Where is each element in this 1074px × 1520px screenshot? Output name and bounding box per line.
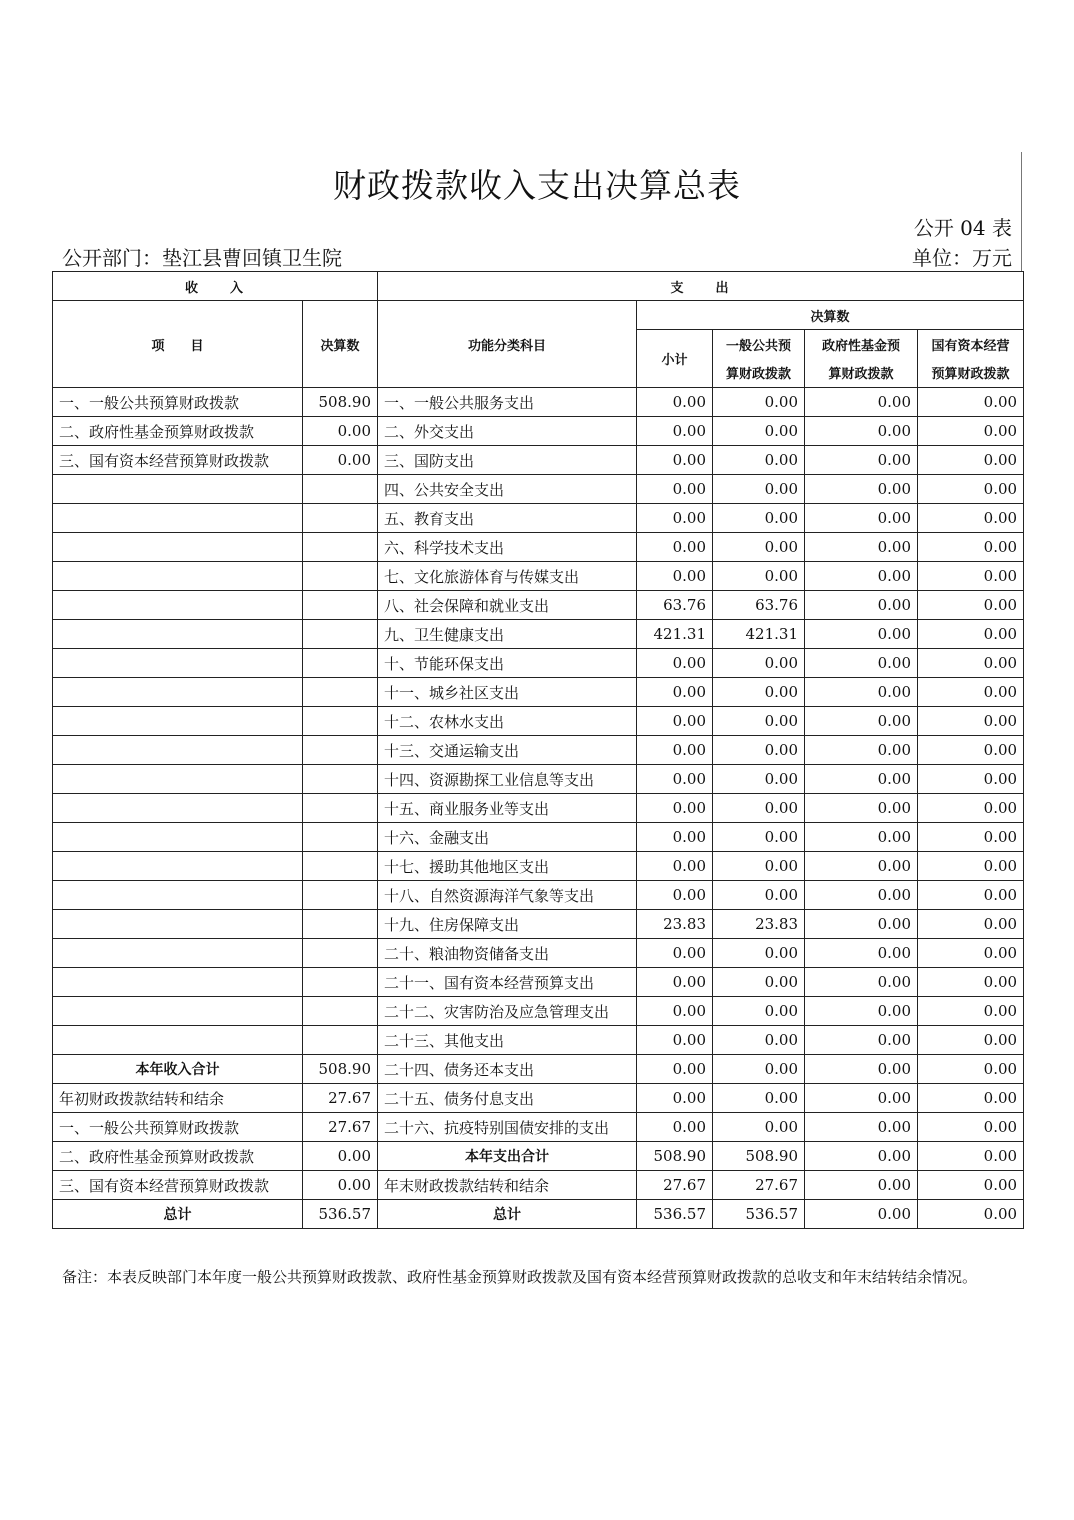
item-column-header: 项 目 [53,301,303,388]
table-row [53,446,1024,475]
income-amount-cell [303,910,378,939]
expense-item-cell: 总计 [378,1200,637,1229]
income-amount-cell [303,939,378,968]
state-capital-cell: 0.00 [918,533,1024,562]
income-item-cell [53,707,303,736]
income-item-cell: 二、政府性基金预算财政拨款 [53,417,303,446]
general-budget-cell: 0.00 [713,997,805,1026]
fund-budget-cell: 0.00 [805,446,918,475]
general-budget-cell: 0.00 [713,881,805,910]
subtotal-cell: 0.00 [637,707,713,736]
fund-budget-cell: 0.00 [805,388,918,417]
general-budget-cell: 0.00 [713,736,805,765]
income-amount-cell [303,649,378,678]
fund-budget-cell: 0.00 [805,591,918,620]
footnote: 备注：本表反映部门本年度一般公共预算财政拨款、政府性基金预算财政拨款及国有资本经营预算财政拨款的总收支和年末结转结余情况。 [62,1268,978,1286]
expense-item-cell: 十六、金融支出 [378,823,637,852]
table-row [53,1142,1024,1171]
general-budget-cell: 0.00 [713,504,805,533]
table-row [53,620,1024,649]
table-row [53,1026,1024,1055]
table-row [53,968,1024,997]
expense-item-cell: 十二、农林水支出 [378,707,637,736]
expense-item-cell: 二十二、灾害防治及应急管理支出 [378,997,637,1026]
expense-item-cell: 三、国防支出 [378,446,637,475]
table-row [53,765,1024,794]
subtotal-cell: 508.90 [637,1142,713,1171]
income-item-cell: 二、政府性基金预算财政拨款 [53,1142,303,1171]
expense-item-cell: 十九、住房保障支出 [378,910,637,939]
general-budget-cell: 0.00 [713,533,805,562]
expense-item-cell: 七、文化旅游体育与传媒支出 [378,562,637,591]
function-column-header: 功能分类科目 [378,301,637,388]
expense-item-cell: 十七、援助其他地区支出 [378,852,637,881]
state-capital-cell: 0.00 [918,417,1024,446]
income-item-cell: 总计 [53,1200,303,1229]
subtotal-cell: 0.00 [637,794,713,823]
state-capital-cell: 0.00 [918,823,1024,852]
expense-item-cell: 二十、粮油物资储备支出 [378,939,637,968]
income-amount-cell [303,997,378,1026]
state-capital-cell: 0.00 [918,446,1024,475]
state-capital-cell: 0.00 [918,968,1024,997]
expense-item-cell: 二十六、抗疫特别国债安排的支出 [378,1113,637,1142]
final-amount-header: 决算数 [637,301,1024,330]
expense-item-cell: 九、卫生健康支出 [378,620,637,649]
income-amount-cell: 27.67 [303,1084,378,1113]
table-row [53,939,1024,968]
state-capital-cell: 0.00 [918,678,1024,707]
income-amount-cell [303,968,378,997]
general-budget-cell: 0.00 [713,939,805,968]
general-budget-cell: 0.00 [713,446,805,475]
state-capital-cell: 0.00 [918,649,1024,678]
fund-budget-cell: 0.00 [805,1200,918,1229]
table-row [53,475,1024,504]
income-amount-cell [303,562,378,591]
income-amount-cell [303,794,378,823]
subtotal-cell: 0.00 [637,388,713,417]
expense-item-cell: 十三、交通运输支出 [378,736,637,765]
income-item-cell: 年初财政拨款结转和结余 [53,1084,303,1113]
fund-budget-cell: 0.00 [805,997,918,1026]
income-amount-cell: 27.67 [303,1113,378,1142]
income-item-cell [53,591,303,620]
income-item-cell [53,852,303,881]
general-budget-cell: 0.00 [713,707,805,736]
state-capital-cell: 0.00 [918,1026,1024,1055]
income-item-cell [53,968,303,997]
income-item-cell: 一、一般公共预算财政拨款 [53,1113,303,1142]
fund-budget-cell: 0.00 [805,475,918,504]
subtotal-cell: 0.00 [637,504,713,533]
table-row [53,881,1024,910]
income-item-cell [53,939,303,968]
expense-item-cell: 十四、资源勘探工业信息等支出 [378,765,637,794]
income-item-cell [53,533,303,562]
general-budget-cell: 421.31 [713,620,805,649]
general-budget-cell: 0.00 [713,562,805,591]
table-row [53,562,1024,591]
expense-item-cell: 本年支出合计 [378,1142,637,1171]
state-capital-cell: 0.00 [918,620,1024,649]
subtotal-cell: 0.00 [637,562,713,591]
subtotal-cell: 0.00 [637,736,713,765]
income-item-cell: 三、国有资本经营预算财政拨款 [53,1171,303,1200]
general-budget-cell: 0.00 [713,1055,805,1084]
fund-budget-cell: 0.00 [805,1026,918,1055]
table-row [53,910,1024,939]
general-budget-cell: 0.00 [713,968,805,997]
subtotal-cell: 0.00 [637,1084,713,1113]
subtotal-cell: 0.00 [637,475,713,504]
state-capital-cell: 0.00 [918,736,1024,765]
subtotal-cell: 27.67 [637,1171,713,1200]
expense-item-cell: 二十五、债务付息支出 [378,1084,637,1113]
income-group-header: 收 入 [53,272,378,301]
income-amount-cell: 0.00 [303,1171,378,1200]
income-item-cell: 一、一般公共预算财政拨款 [53,388,303,417]
fund-budget-cell: 0.00 [805,1142,918,1171]
general-budget-cell: 0.00 [713,417,805,446]
income-item-cell: 本年收入合计 [53,1055,303,1084]
subtotal-cell: 536.57 [637,1200,713,1229]
fund-budget-cell: 0.00 [805,707,918,736]
table-row [53,1113,1024,1142]
income-amount-cell [303,678,378,707]
income-item-cell [53,997,303,1026]
general-budget-cell: 63.76 [713,591,805,620]
state-capital-cell: 0.00 [918,910,1024,939]
fund-budget-cell: 0.00 [805,649,918,678]
subtotal-cell: 0.00 [637,446,713,475]
income-item-cell [53,823,303,852]
general-budget-cell: 0.00 [713,852,805,881]
fund-budget-cell: 0.00 [805,533,918,562]
fund-budget-cell: 0.00 [805,417,918,446]
table-row [53,1171,1024,1200]
fund-budget-cell: 0.00 [805,823,918,852]
fund-budget-cell: 0.00 [805,562,918,591]
fund-budget-cell: 0.00 [805,504,918,533]
general-budget-cell: 27.67 [713,1171,805,1200]
income-item-cell: 三、国有资本经营预算财政拨款 [53,446,303,475]
expense-group-header: 支 出 [378,272,1024,301]
general-budget-cell: 0.00 [713,649,805,678]
state-capital-cell: 0.00 [918,1142,1024,1171]
subtotal-cell: 0.00 [637,1026,713,1055]
fund-budget-cell: 0.00 [805,794,918,823]
fund-budget-header-line2: 算财政拨款 [805,359,918,388]
income-amount-cell [303,504,378,533]
state-capital-cell: 0.00 [918,939,1024,968]
subtotal-cell: 0.00 [637,1113,713,1142]
subtotal-column-header: 小计 [637,330,713,388]
subtotal-cell: 421.31 [637,620,713,649]
page-title: 财政拨款收入支出决算总表 [333,166,741,205]
subtotal-cell: 0.00 [637,649,713,678]
subtotal-cell: 0.00 [637,1055,713,1084]
state-capital-cell: 0.00 [918,475,1024,504]
amount-column-header: 决算数 [303,301,378,388]
expense-item-cell: 十五、商业服务业等支出 [378,794,637,823]
general-budget-cell: 23.83 [713,910,805,939]
income-item-cell [53,504,303,533]
subtotal-cell: 0.00 [637,533,713,562]
income-amount-cell: 536.57 [303,1200,378,1229]
income-item-cell [53,620,303,649]
table-row [53,997,1024,1026]
fund-budget-cell: 0.00 [805,1113,918,1142]
income-amount-cell [303,852,378,881]
subtotal-cell: 0.00 [637,881,713,910]
fund-budget-header-line1: 政府性基金预 [805,330,918,359]
table-row [53,736,1024,765]
table-row [53,1200,1024,1229]
general-budget-header-line1: 一般公共预 [713,330,805,359]
unit-label: 单位：万元 [912,246,1012,270]
general-budget-cell: 0.00 [713,388,805,417]
state-capital-cell: 0.00 [918,707,1024,736]
general-budget-cell: 0.00 [713,475,805,504]
state-capital-cell: 0.00 [918,1171,1024,1200]
income-item-cell [53,678,303,707]
income-item-cell [53,649,303,678]
income-item-cell [53,794,303,823]
expense-item-cell: 二、外交支出 [378,417,637,446]
income-amount-cell [303,765,378,794]
state-capital-cell: 0.00 [918,852,1024,881]
fund-budget-cell: 0.00 [805,881,918,910]
subtotal-cell: 0.00 [637,997,713,1026]
subtotal-cell: 0.00 [637,417,713,446]
subtotal-cell: 0.00 [637,852,713,881]
expense-item-cell: 十八、自然资源海洋气象等支出 [378,881,637,910]
fund-budget-cell: 0.00 [805,1084,918,1113]
table-row [53,388,1024,417]
expense-item-cell: 四、公共安全支出 [378,475,637,504]
fund-budget-cell: 0.00 [805,968,918,997]
income-item-cell [53,562,303,591]
subtotal-cell: 0.00 [637,968,713,997]
general-budget-cell: 0.00 [713,1113,805,1142]
subtotal-cell: 0.00 [637,823,713,852]
income-amount-cell [303,736,378,765]
income-item-cell [53,881,303,910]
general-budget-cell: 508.90 [713,1142,805,1171]
general-budget-cell: 0.00 [713,1026,805,1055]
fund-budget-cell: 0.00 [805,765,918,794]
income-item-cell [53,475,303,504]
income-item-cell [53,1026,303,1055]
table-row [53,504,1024,533]
income-amount-cell [303,591,378,620]
fund-budget-cell: 0.00 [805,1055,918,1084]
income-amount-cell: 508.90 [303,1055,378,1084]
table-row [53,649,1024,678]
fund-budget-cell: 0.00 [805,736,918,765]
income-amount-cell [303,475,378,504]
state-capital-cell: 0.00 [918,504,1024,533]
income-item-cell [53,736,303,765]
income-item-cell [53,765,303,794]
expense-item-cell: 十一、城乡社区支出 [378,678,637,707]
income-amount-cell: 0.00 [303,1142,378,1171]
table-row [53,678,1024,707]
subtotal-cell: 0.00 [637,765,713,794]
income-amount-cell [303,1026,378,1055]
table-row [53,823,1024,852]
subtotal-cell: 23.83 [637,910,713,939]
fund-budget-cell: 0.00 [805,620,918,649]
expense-item-cell: 二十一、国有资本经营预算支出 [378,968,637,997]
expense-item-cell: 十、节能环保支出 [378,649,637,678]
subtotal-cell: 0.00 [637,678,713,707]
expense-item-cell: 五、教育支出 [378,504,637,533]
state-capital-cell: 0.00 [918,388,1024,417]
subtotal-cell: 63.76 [637,591,713,620]
state-capital-cell: 0.00 [918,1055,1024,1084]
state-capital-cell: 0.00 [918,1200,1024,1229]
income-amount-cell: 0.00 [303,446,378,475]
income-amount-cell [303,881,378,910]
table-row [53,707,1024,736]
table-row [53,417,1024,446]
expense-item-cell: 二十四、债务还本支出 [378,1055,637,1084]
expense-item-cell: 六、科学技术支出 [378,533,637,562]
state-capital-cell: 0.00 [918,591,1024,620]
state-capital-cell: 0.00 [918,997,1024,1026]
income-amount-cell: 508.90 [303,388,378,417]
table-body [53,388,1024,1229]
general-budget-cell: 0.00 [713,1084,805,1113]
income-amount-cell [303,620,378,649]
state-capital-header-line2: 预算财政拨款 [918,359,1024,388]
state-capital-cell: 0.00 [918,794,1024,823]
fund-budget-cell: 0.00 [805,678,918,707]
fund-budget-cell: 0.00 [805,939,918,968]
expense-item-cell: 八、社会保障和就业支出 [378,591,637,620]
income-item-cell [53,910,303,939]
general-budget-header-line2: 算财政拨款 [713,359,805,388]
general-budget-cell: 0.00 [713,823,805,852]
state-capital-cell: 0.00 [918,765,1024,794]
income-amount-cell [303,533,378,562]
expense-item-cell: 一、一般公共服务支出 [378,388,637,417]
state-capital-cell: 0.00 [918,881,1024,910]
fund-budget-cell: 0.00 [805,852,918,881]
income-amount-cell [303,707,378,736]
budget-table [52,271,1024,1229]
general-budget-cell: 0.00 [713,765,805,794]
table-row [53,591,1024,620]
table-row [53,1084,1024,1113]
state-capital-cell: 0.00 [918,1084,1024,1113]
table-row [53,533,1024,562]
table-row [53,794,1024,823]
state-capital-cell: 0.00 [918,1113,1024,1142]
expense-item-cell: 年末财政拨款结转和结余 [378,1171,637,1200]
state-capital-cell: 0.00 [918,562,1024,591]
form-number: 公开 04 表 [913,216,1012,240]
table-row [53,1055,1024,1084]
income-amount-cell: 0.00 [303,417,378,446]
table-row [53,852,1024,881]
state-capital-header-line1: 国有资本经营 [918,330,1024,359]
general-budget-cell: 0.00 [713,794,805,823]
income-amount-cell [303,823,378,852]
subtotal-cell: 0.00 [637,939,713,968]
department-label: 公开部门：垫江县曹回镇卫生院 [62,246,342,270]
expense-item-cell: 二十三、其他支出 [378,1026,637,1055]
general-budget-cell: 536.57 [713,1200,805,1229]
general-budget-cell: 0.00 [713,678,805,707]
fund-budget-cell: 0.00 [805,910,918,939]
fund-budget-cell: 0.00 [805,1171,918,1200]
